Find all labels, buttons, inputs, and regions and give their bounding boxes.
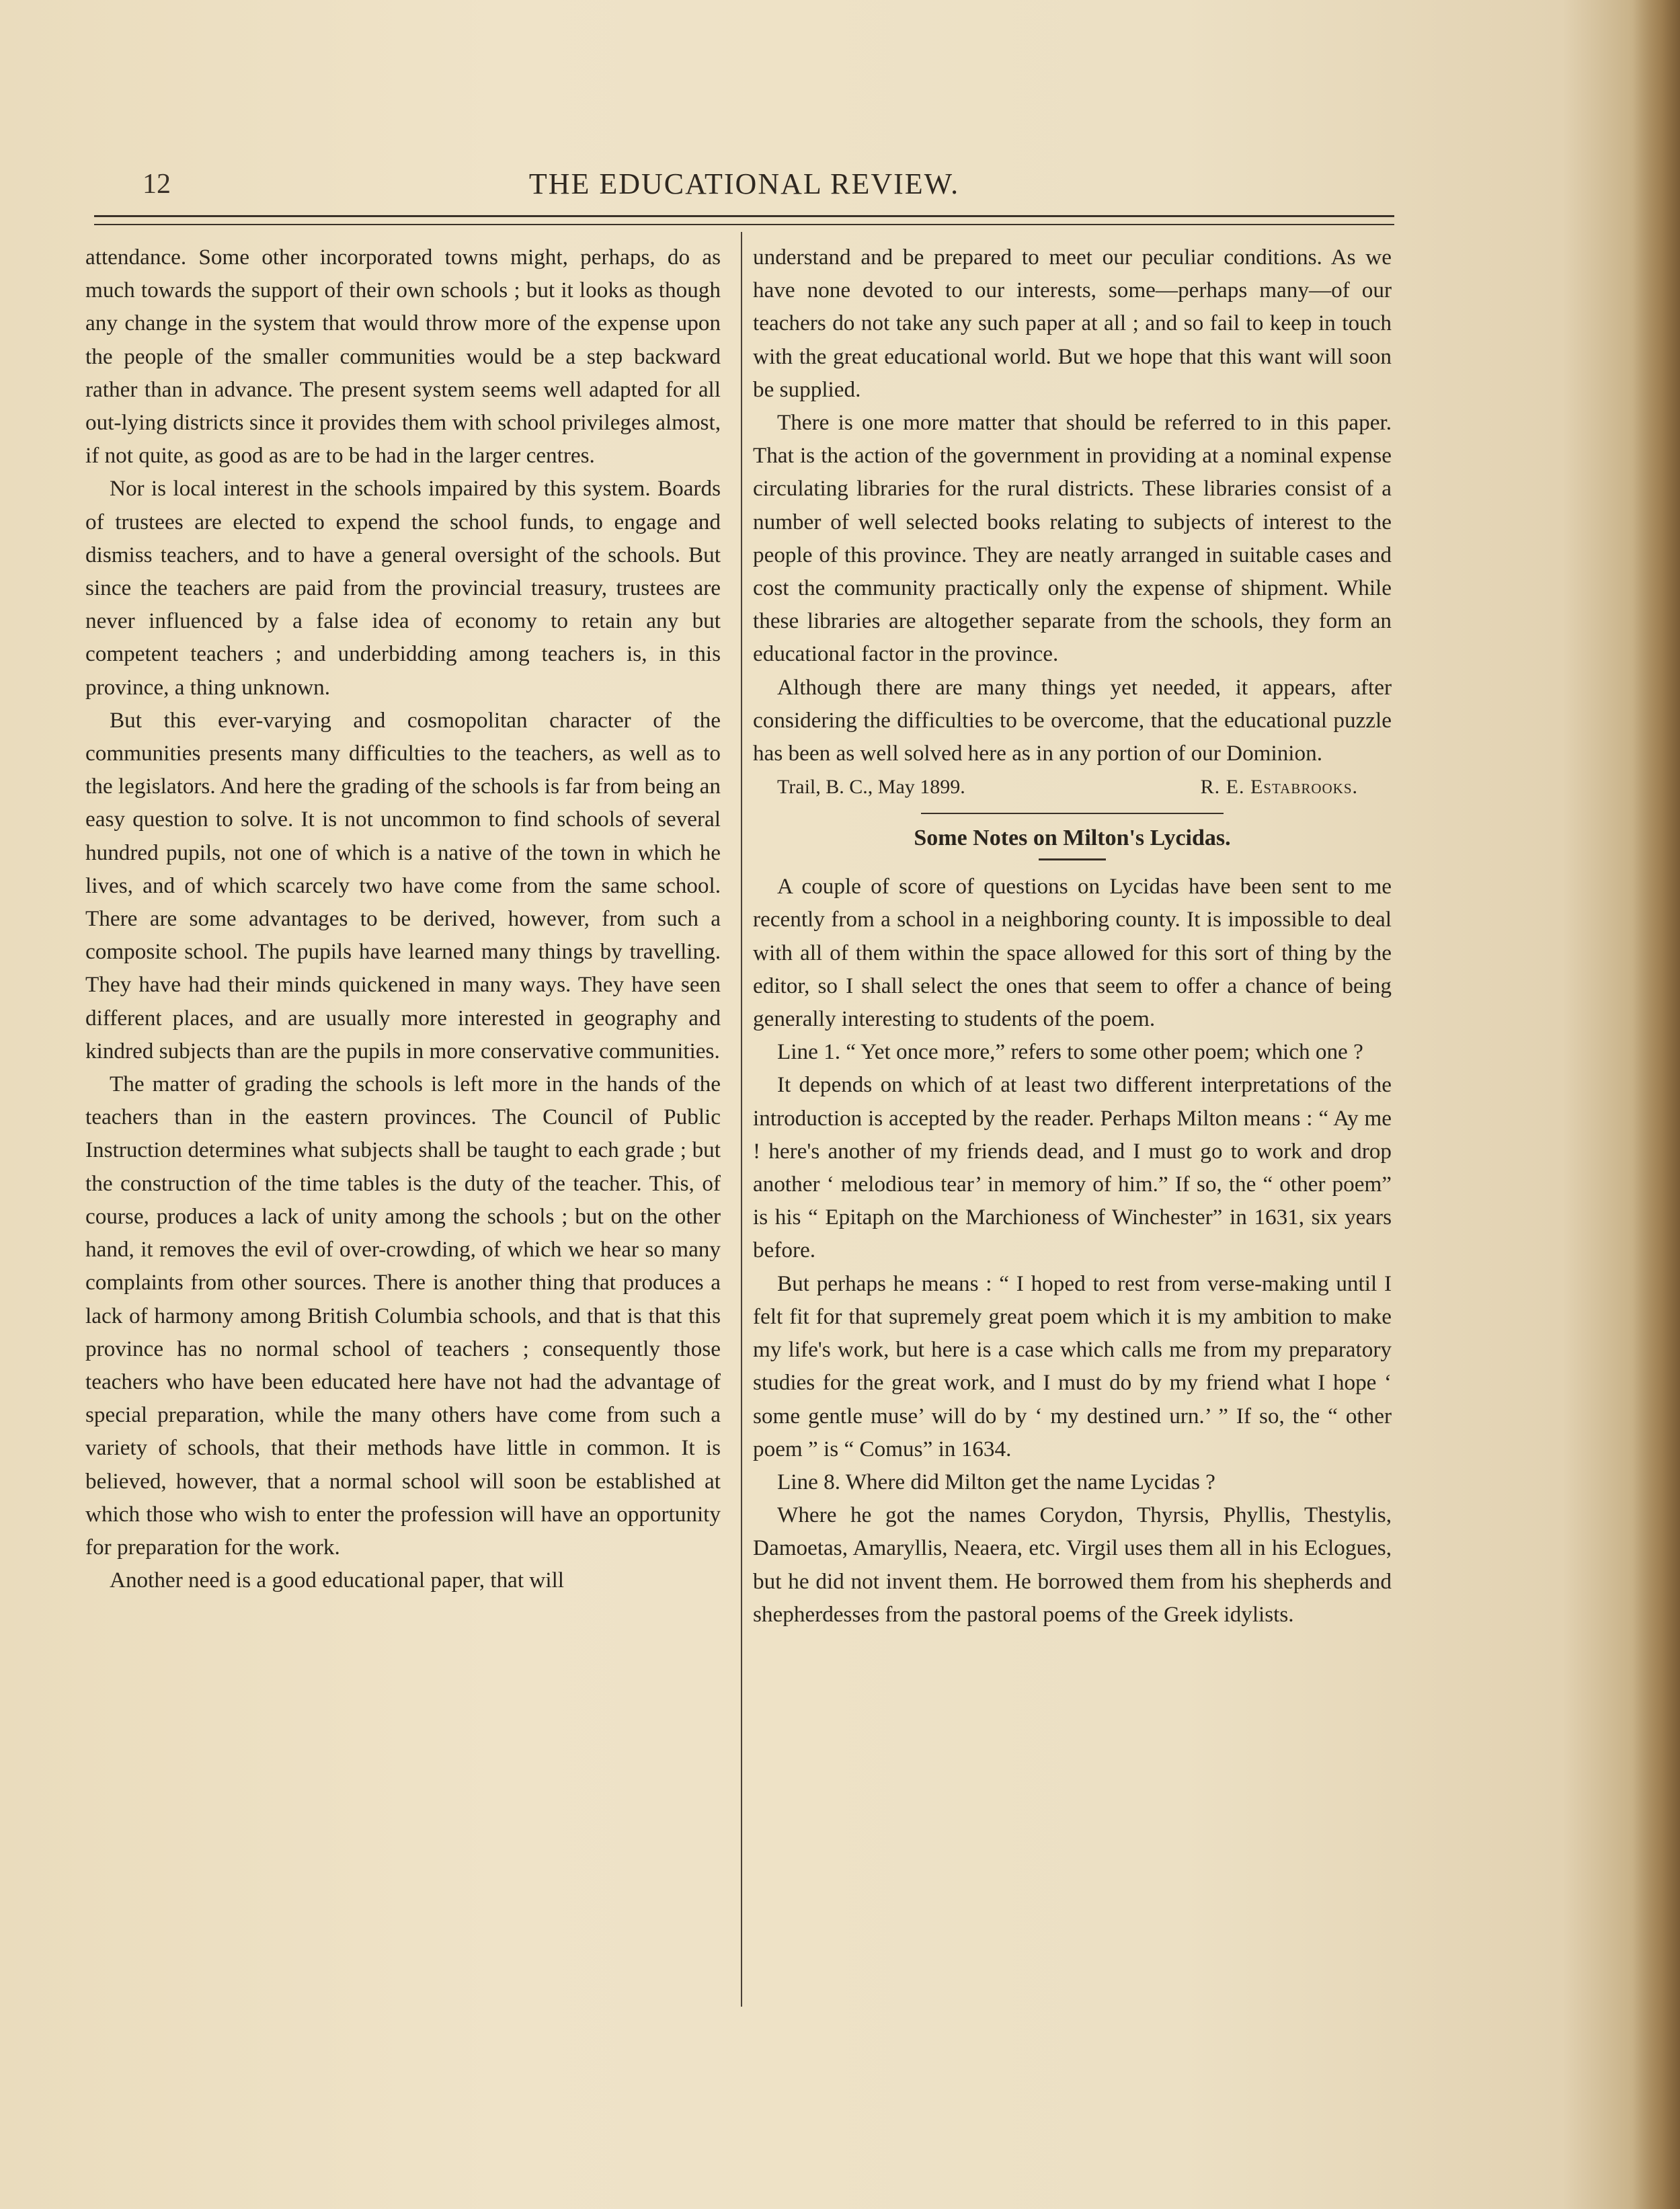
- paragraph: Nor is local interest in the schools impaired by this system. Boards of trustees are elected to expend the school funds, to engage and dismiss teachers, and to have a general oversight of the schools. But since the teachers are paid from the provincial treasury, trustees are never influenced by a false idea of economy to retain any but competent teachers ; and underbidding among teachers is, in this province, a thing unknown.: [85, 476, 721, 700]
- paragraph: attendance. Some other incorporated towns might, perhaps, do as much towards the support of their own schools ; but it looks as though any change in the system that would throw more of the expense upon the people of the smaller communities would be a step backward rather than in advance. The present system seems well adapted for all out-lying districts since it provides them with school privileges almost, if not quite, as good as are to be had in the larger centres.: [85, 245, 721, 469]
- paragraph: The matter of grading the schools is left more in the hands of the teachers than in the eastern provinces. The Council of Public Instruction determines what subjects shall be taught to each grade ; but the construction of the time tables is the duty of the teacher. This, of course, produces a lack of unity among the schools ; but on the other hand, it removes the evil of over-crowding, of which we hear so many complaints from other sources. There is another thing that produces a lack of harmony among British Columbia schools, and that is that this province has no normal school of teachers ; consequently those teachers who have been educated here have not had the advantage of special preparation, while the many others have come from such a variety of schools, that their methods have little in common. It is believed, however, that a normal school will soon be established at which those who wish to enter the profession will have an opportunity for preparation for the work.: [85, 1072, 721, 1560]
- title-rule: [1039, 858, 1106, 860]
- page-number: 12: [143, 169, 171, 200]
- journal-title: THE EDUCATIONAL REVIEW.: [528, 167, 960, 200]
- column-divider: [741, 232, 742, 2007]
- signoff-place-date: Trail, B. C., May 1899.: [777, 776, 965, 799]
- paragraph: A couple of score of questions on Lycidas have been sent to me recently from a school in a neighboring county. It is impossible to deal with all of them within the space allowed for this sort of thing by the editor, so I shall select the ones that seem to offer a chance of being generally interesting to students of the poem.: [753, 874, 1392, 1032]
- paragraph: Another need is a good educational paper, that will: [110, 1568, 565, 1593]
- paragraph: understand and be prepared to meet our peculiar conditions. As we have none devoted to our interests, some—perhaps many—of our teachers do not take any such paper at all ; and so fail to keep in touch with the great educational world. But we hope that this want will soon be supplied.: [753, 245, 1392, 402]
- header-rule-bottom: [94, 224, 1394, 225]
- paragraph: It depends on which of at least two different interpretations of the introduction is accepted by the reader. Perhaps Milton means : “ Ay me ! here's another of my friends dead, and I must go to work and drop another ‘ melodious tear’ in memory of him.” If so, the “ other poem” is his “ Epitaph on the Marchioness of Winchester” in 1631, six years before.: [753, 1072, 1392, 1263]
- page-edge-shadow: [1633, 0, 1680, 2209]
- section-rule: [921, 813, 1224, 814]
- paragraph: But this ever-varying and cosmopolitan character of the communities presents many difficulties to the teachers, as well as to the legislators. And here the grading of the schools is far from being an easy question to solve. It is not uncommon to find schools of several hundred pupils, not one of which is a native of the town in which he lives, and of which scarcely two have come from the same school. There are some advantages to be derived, however, from such a composite school. The pupils have learned many things by travelling. They have had their minds quickened in many ways. They have seen different places, and are usually more interested in geography and kindred subjects than are the pupils in more conservative communities.: [85, 707, 721, 1063]
- paragraph: Although there are many things yet needed, it appears, after considering the difficulties to be overcome, that the educational puzzle has been as well solved here as in any portion of our Dominion.: [753, 674, 1392, 766]
- paragraph: Line 1. “ Yet once more,” refers to some other poem; which one ?: [777, 1039, 1363, 1065]
- paragraph: Line 8. Where did Milton get the name Lycidas ?: [777, 1469, 1215, 1494]
- page-header: [94, 160, 1394, 214]
- article-title: Some Notes on Milton's Lycidas.: [914, 826, 1231, 851]
- right-column: [753, 241, 1392, 1631]
- paragraph: But perhaps he means : “ I hoped to rest from verse-making until I felt fit for that supremely great poem which it is my ambition to make my life's work, but here is a case which calls me from my preparatory studies for the great work, and I must do by my friend what I hope ‘ some gentle muse’ will do by ‘ my destined urn.’ ” If so, the “ other poem ” is “ Comus” in 1634.: [753, 1271, 1392, 1461]
- header-rule-top: [94, 215, 1394, 217]
- paragraph: Where he got the names Corydon, Thyrsis, Phyllis, Thestylis, Damoetas, Amaryllis, Neaera, etc. Virgil uses them all in his Eclogues, but he did not invent them. He borrowed them from his shepherds and shepherdesses from the pastoral poems of the Greek idylists.: [753, 1502, 1392, 1627]
- paragraph: There is one more matter that should be referred to in this paper. That is the action of the government in providing at a nominal expense circulating libraries for the rural districts. These libraries consist of a number of well selected books relating to subjects of interest to the people of this province. They are neatly arranged in suitable cases and cost the community practically only the expense of shipment. While these libraries are altogether separate from the schools, they form an educational factor in the province.: [753, 410, 1392, 667]
- left-column: [85, 241, 721, 1597]
- article-signoff: [753, 770, 1392, 805]
- signoff-author: R. E. Estabrooks.: [1200, 776, 1358, 799]
